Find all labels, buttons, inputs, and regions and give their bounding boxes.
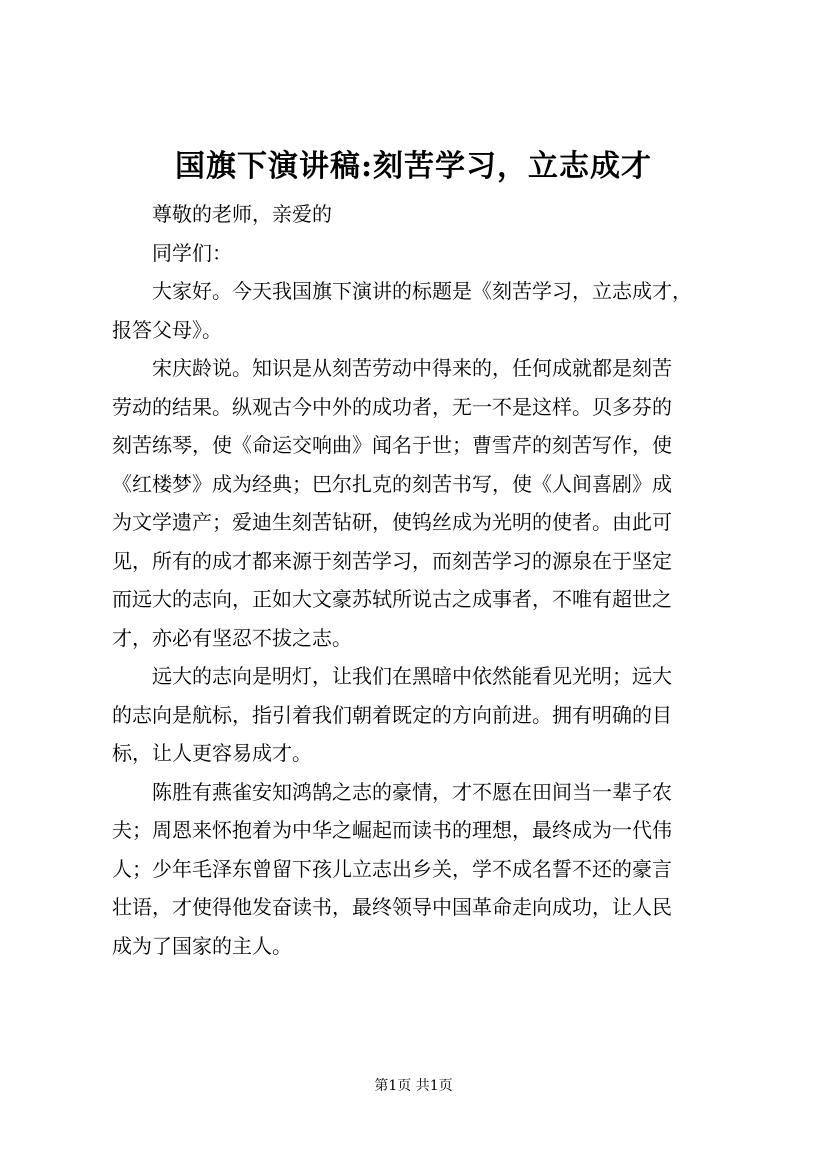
text-line: 《红楼梦》成为经典；巴尔扎克的刻苦书写，使《人间喜剧》成 xyxy=(112,471,672,496)
text-line: 为文学遗产；爱迪生刻苦钻研，使钨丝成为光明的使者。由此可 xyxy=(112,510,672,534)
text-line: 大家好。今天我国旗下演讲的标题是《刻苦学习，立志成才， xyxy=(152,279,692,303)
text-line: 标，让人更容易成才。 xyxy=(112,741,312,765)
text-line: 才，亦必有坚忍不拔之志。 xyxy=(112,625,352,650)
text-line: 人；少年毛泽东曾留下孩儿立志出乡关，学不成名誓不还的豪言 xyxy=(112,856,672,881)
text-line: 劳动的结果。纵观古今中外的成功者，无一不是这样。贝多芬的 xyxy=(112,394,672,419)
document-body xyxy=(112,195,724,965)
text-line: 宋庆龄说。知识是从刻苦劳动中得来的，任何成就都是刻苦 xyxy=(152,356,672,380)
text-line: 陈胜有燕雀安知鸿鹄之志的豪情，才不愿在田间当一辈子农 xyxy=(152,779,672,804)
text-line: 报答父母》。 xyxy=(112,317,222,342)
text-line: 而远大的志向，正如大文豪苏轼所说古之成事者，不唯有超世之 xyxy=(112,587,672,611)
text-line: 尊敬的老师，亲爱的 xyxy=(152,202,332,226)
text-line: 壮语，才使得他发奋读书，最终领导中国革命走向成功，让人民 xyxy=(112,895,672,919)
text-line: 刻苦练琴，使《命运交响曲》闻名于世；曹雪芹的刻苦写作，使 xyxy=(112,433,672,457)
text-line: 见，所有的成才都来源于刻苦学习，而刻苦学习的源泉在于坚定 xyxy=(112,548,672,573)
text-line: 同学们： xyxy=(152,240,232,265)
page-footer: 第1页 共1页 xyxy=(374,1078,453,1094)
text-line: 夫；周恩来怀抱着为中华之崛起而读书的理想，最终成为一代伟 xyxy=(112,818,672,842)
text-line: 远大的志向是明灯，让我们在黑暗中依然能看见光明；远大 xyxy=(152,664,672,688)
text-line: 的志向是航标，指引着我们朝着既定的方向前进。拥有明确的目 xyxy=(112,702,672,727)
document-title: 国旗下演讲稿:刻苦学习，立志成才 xyxy=(174,149,653,184)
text-line: 成为了国家的主人。 xyxy=(112,933,292,958)
